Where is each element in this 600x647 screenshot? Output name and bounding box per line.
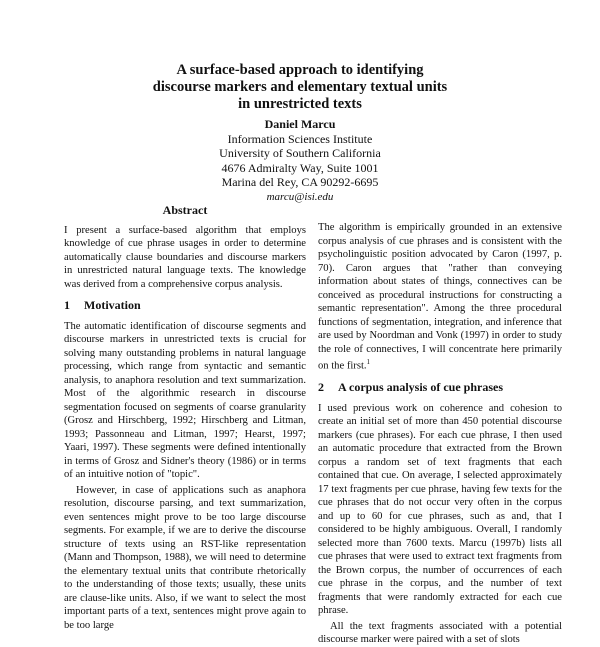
body-paragraph: I used previous work on coherence and cohesion to create an initial set of more than 450 potential discourse markers (cue phrases). For each cue phrase, I then used an automatic procedure that extracted from the Brown corpus a random set of text fragments that each contained that cue. On average, I selected approximately 17 text fragments per cue phrase, having few texts for the cue phrases that do not occur very often in the corpus and up to 60 for cue phrases, such as and, that I considered to be highly ambiguous. Overall, I randomly selected more than 7600 texts. Marcu (1997b) lists all cue phrases that were used to extract text fragments from the Brown corpus, the number of occurrences of each cue phrase in the corpus, and the number of text fragments that were randomly extracted for each cue phrase. [318, 402, 562, 617]
section-number: 1 [64, 298, 70, 312]
title-line: A surface-based approach to identifying [176, 62, 424, 78]
affiliation-line: Information Sciences Institute [227, 131, 373, 146]
title-line: in unrestricted texts [238, 96, 362, 112]
section-number: 2 [318, 380, 324, 395]
author-block [150, 117, 450, 204]
footnote-marker[interactable]: 1 [366, 358, 371, 366]
affiliation-line: University of Southern California [219, 146, 381, 160]
paper-title [100, 62, 500, 113]
body-paragraph: The automatic identification of discourse segments and discourse markers in unrestricted texts is crucial for solving many outstanding problems in natural language processing, which range from syntactic and semantic analysis, to anaphora resolution and text summarization. Most of the algorithmic research in discourse segmentation focused on segments of coarse granularity (Grosz and Hirschberg, 1992; Hirschberg and Litman, 1993; Passonneau and Litman, 1997; Hearst, 1997; Yaari, 1997). These segments were defined intentionally in terms of Grosz and Sidner's theory (1986) or in terms of an intuitive notion of "topic". [64, 320, 306, 480]
abstract-text: I present a surface-based algorithm that employs knowledge of cue phrase usages in order to determine automatically clause boundaries and discourse markers in unrestricted natural language texts. The knowledge was derived from a comprehensive corpus analysis. [64, 224, 306, 290]
abstract-heading: Abstract [162, 203, 208, 217]
title-line: discourse markers and elementary textual units [152, 79, 448, 95]
affiliation-line: 4676 Admiralty Way, Suite 1001 [221, 160, 379, 175]
section-title: Motivation [84, 298, 141, 312]
body-paragraph [318, 221, 562, 373]
section-title: A corpus analysis of cue phrases [338, 380, 504, 395]
section-heading [64, 299, 306, 313]
paragraph-text: The algorithm is empirically grounded in an extensive corpus analysis of cue phrases and is consistent with the psycholinguistic position advocated by Caron (1997, p. 70). Caron argues that "rather than conveying information about states of things, connectives can be conceived as procedural instructions for constructing a semantic representation". Among the three procedural functions of segmentation, integration, and inference that are used by Noordman and Vonk (1997) in order to study the role of connectives, I will concentrate here primarily on the first. [318, 222, 562, 372]
body-paragraph: However, in case of applications such as anaphora resolution, discourse parsing, and text summarization, even sentences might prove to be too large discourse segments. For example, if we are to derive the discourse structure of texts using an RST-like representation (Mann and Thompson, 1988), we will need to determine the elementary textual units that contribute rhetorically to the understanding of those texts; usually, these units are clause-like units. Also, if we want to select the most important parts of a text, sentences might prove again to be too large [64, 484, 306, 631]
author-name: Daniel Marcu [264, 117, 336, 131]
section-heading [318, 381, 562, 395]
author-email[interactable]: marcu@isi.edu [266, 190, 334, 203]
body-paragraph: All the text fragments associated with a potential discourse marker were paired with a set of slots [318, 620, 562, 646]
affiliation-line: Marina del Rey, CA 90292-6695 [221, 175, 379, 189]
right-column [318, 221, 562, 647]
left-column [64, 204, 306, 632]
